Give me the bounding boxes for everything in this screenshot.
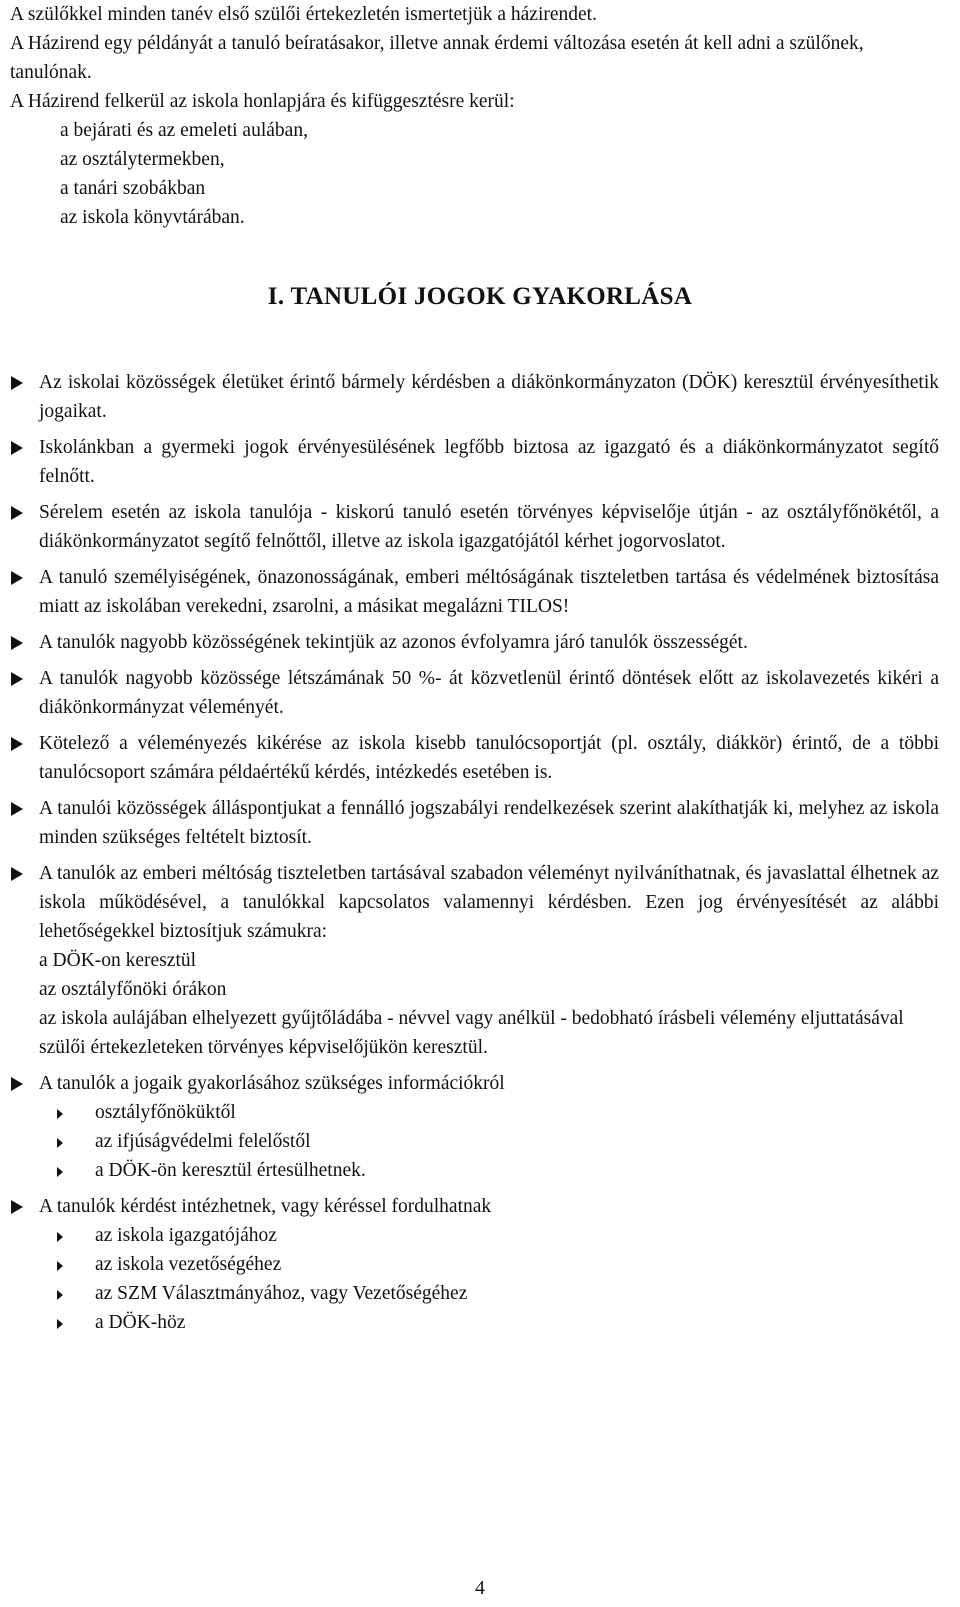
intro-section <box>10 0 940 232</box>
list-item <box>0 368 939 426</box>
list-item <box>0 433 939 491</box>
section-heading: I. TANULÓI JOGOK GYAKORLÁSA <box>267 283 693 310</box>
sub-list-item <box>39 1098 939 1127</box>
page-number: 4 <box>475 1577 485 1599</box>
sub-list-item-text: az SZM Választmányához, vagy Vezetőségéhez <box>95 1283 468 1304</box>
information-sources-list <box>39 1098 939 1185</box>
intro-paragraph: A Házirend egy példányát a tanuló beíratásakor, illetve annak érdemi változása esetén át kell adni a szülőnek, tanulónak. <box>10 33 864 83</box>
list-item-text: A tanulók a jogaik gyakorlásához szükséges információkról <box>39 1073 505 1094</box>
small-triangle-bullet-icon <box>57 1138 63 1148</box>
list-item-text: A tanulók kérdést intézhetnek, vagy kéréssel fordulhatnak <box>39 1196 492 1217</box>
small-triangle-bullet-icon <box>57 1290 63 1300</box>
sub-list-item <box>39 1156 939 1185</box>
list-item-text: A tanulók nagyobb közössége létszámának 50 %- át közvetlenül érintő döntések előtt az iskolavezetés kikéri a diákönkormányzat véleményét. <box>39 668 939 718</box>
list-item <box>0 664 939 722</box>
sub-list-item <box>39 1250 939 1279</box>
triangle-bullet-icon <box>11 1077 23 1091</box>
sub-list-item-text: az iskola igazgatójához <box>95 1225 277 1246</box>
triangle-bullet-icon <box>11 506 23 520</box>
opinion-channel-line: az iskola aulájában elhelyezett gyűjtőládába - névvel vagy anélkül - bedobható írásbeli vélemény eljuttatásával <box>39 1008 904 1029</box>
list-item-text: Kötelező a véleményezés kikérése az iskola kisebb tanulócsoportját (pl. osztály, diákkör) érintő, de a többi tanulócsoport számára példaértékű kérdés, intézkedés esetében is. <box>39 733 939 783</box>
location-line: az iskola könyvtárában. <box>60 207 245 228</box>
small-triangle-bullet-icon <box>57 1167 63 1177</box>
sub-list-item <box>39 1221 939 1250</box>
triangle-bullet-icon <box>11 636 23 650</box>
list-item <box>0 1069 939 1185</box>
location-line: a bejárati és az emeleti aulában, <box>60 120 308 141</box>
location-line: a tanári szobákban <box>60 178 206 199</box>
list-item <box>0 628 939 657</box>
location-line: az osztálytermekben, <box>60 149 225 170</box>
small-triangle-bullet-icon <box>57 1232 63 1242</box>
triangle-bullet-icon <box>11 737 23 751</box>
triangle-bullet-icon <box>11 867 23 881</box>
opinion-channel-line: szülői értekezleteken törvényes képviselőjükön keresztül. <box>39 1037 488 1058</box>
list-item-text: A tanulók nagyobb közösségének tekintjük az azonos évfolyamra járó tanulók összességét. <box>39 632 748 653</box>
sub-list-item <box>39 1127 939 1156</box>
sub-list-item <box>39 1279 939 1308</box>
list-item-text: Sérelem esetén az iskola tanulója - kiskorú tanuló esetén törvényes képviselője útján - az osztályfőnökétől, a diákönkormányzatot segítő felnőttől, illetve az iskola igazgatójától kérhet jogorvoslatot. <box>39 502 939 552</box>
list-item-text: A tanulók az emberi méltóság tiszteletben tartásával szabadon véleményt nyilváníthatnak, és javaslattal élhetnek az iskola működésével, a tanulókkal kapcsolatos valamennyi kérdésben. Ezen jog érvényesítését az alábbi lehetőségekkel biztosítjuk számukra: <box>39 863 939 942</box>
opinion-channels <box>39 946 939 1062</box>
small-triangle-bullet-icon <box>57 1319 63 1329</box>
triangle-bullet-icon <box>11 802 23 816</box>
list-item <box>0 859 939 1062</box>
small-triangle-bullet-icon <box>57 1261 63 1271</box>
list-item <box>0 794 939 852</box>
sub-list-item-text: a DÖK-ön keresztül értesülhetnek. <box>95 1160 366 1181</box>
triangle-bullet-icon <box>11 1200 23 1214</box>
sub-list-item-text: osztályfőnöküktől <box>95 1102 236 1123</box>
triangle-bullet-icon <box>11 571 23 585</box>
sub-list-item-text: a DÖK-höz <box>95 1312 186 1333</box>
list-item-text: A tanuló személyiségének, önazonosságának, emberi méltóságának tiszteletben tartása és védelmének biztosítása miatt az iskolában verekedni, zsarolni, a másikat megalázni TILOS! <box>39 567 939 617</box>
intro-paragraph: A szülőkkel minden tanév első szülői értekezletén ismertetjük a házirendet. <box>10 4 597 25</box>
opinion-channel-line: a DÖK-on keresztül <box>39 950 197 971</box>
list-item <box>0 729 939 787</box>
sub-list-item-text: az iskola vezetőségéhez <box>95 1254 282 1275</box>
sub-list-item-text: az ifjúságvédelmi felelőstől <box>95 1131 311 1152</box>
list-item <box>0 1192 939 1337</box>
list-item-text: Az iskolai közösségek életüket érintő bármely kérdésben a diákönkormányzaton (DÖK) keresztül érvényesíthetik jogaikat. <box>39 372 939 422</box>
intro-paragraph: A Házirend felkerül az iskola honlapjára és kifüggesztésre kerül: <box>10 91 515 112</box>
opinion-channel-line: az osztályfőnöki órákon <box>39 979 227 1000</box>
triangle-bullet-icon <box>11 672 23 686</box>
small-triangle-bullet-icon <box>57 1109 63 1119</box>
list-item <box>0 498 939 556</box>
list-item-text: Iskolánkban a gyermeki jogok érvényesülésének legfőbb biztosa az igazgató és a diákönkormányzatot segítő felnőtt. <box>39 437 939 487</box>
rights-list <box>0 368 960 1344</box>
triangle-bullet-icon <box>11 441 23 455</box>
sub-list-item <box>39 1308 939 1337</box>
list-item <box>0 563 939 621</box>
list-item-text: A tanulói közösségek álláspontjukat a fennálló jogszabályi rendelkezések szerint alakíthatják ki, melyhez az iskola minden szükséges feltételt biztosít. <box>39 798 939 848</box>
triangle-bullet-icon <box>11 376 23 390</box>
request-recipients-list <box>39 1221 939 1337</box>
